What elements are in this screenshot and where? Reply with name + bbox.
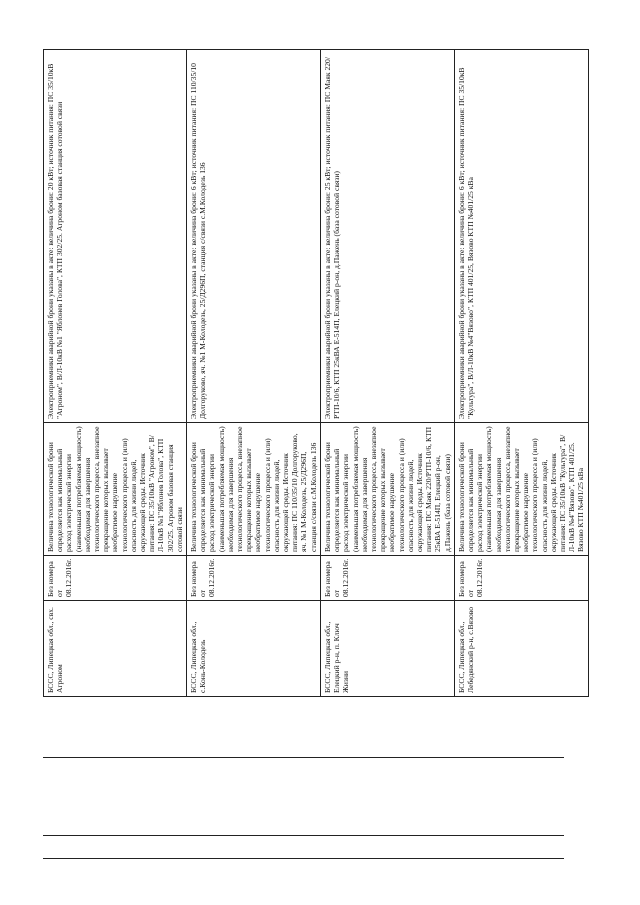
emergency-cell (320, 50, 454, 423)
location-text: БССС, Липецкая обл., Елецкий р-н, п. Ключ Жизни (322, 621, 351, 693)
rotated-document-page (43, 50, 586, 697)
document-text: Без номера от 08.12.2016г. (456, 558, 485, 597)
table-row (187, 50, 321, 697)
description-text: Величина технологической брони определяется как минимальный расход электрической энергии (наименьшая потребляемая мощность) необходимая для завершения технологического процесса, внезапное прекращение которых вызывает необратимое нарушение технологического процесса и (или) опасность для жизни людей, окружающей среды. Источник питания: ПС 35/10кВ "Агроном", В/Л-10кВ №1"Яблонев Голова", КТП 302/25. Агроном базовая станция сотовой связи (46, 426, 184, 552)
document-text: Без номера от 08.12.2016г. (322, 558, 351, 597)
emergency-text: Электроприемники аварийной брони указаны в акте: величина брони: 6 кВт; источник питания: ПС 35/10кВ "Культура", В/Л-10кВ №4"Вязово", КТП 401/25, Вязово КТП №401/25 кВа (456, 67, 475, 419)
description-cell (187, 423, 321, 556)
emergency-text: Электроприемники аварийной брони указаны в акте: величина брони: 25 кВт; источник питания: ПС Маяк 220/РТП-10/6, КТП 25кВА Е-514П, Елецкий р-он, д.Пажень (база сотовой связи) (322, 57, 342, 419)
location-cell (454, 601, 588, 697)
location-text: БССС, Липецкая обл., Лебедянский р-н, с.Вязово (456, 606, 475, 693)
document-text: Без номера от 08.12.2016г. (189, 558, 217, 597)
divider-line (43, 835, 564, 836)
divider-line (43, 858, 564, 859)
document-text: Без номера от 08.12.2016г. (46, 558, 74, 597)
location-cell (187, 601, 321, 697)
description-text: Величина технологической брони определяется как минимальный расход электрической энергии (наименьшая потребляемая мощность) необходимая для завершения технологического процесса, внезапное прекращение которых вызывает необратимое нарушение технологического процесса и (или) опасность для жизни людей, окружающей среды. Источник питания: ПС Маяк 220/РТП-10/6, КТП 25кВА Е-514П, Елецкий р-он, д.Пажень (база сотовой связи) (322, 426, 452, 552)
description-cell (454, 423, 588, 556)
document-cell (44, 556, 187, 601)
description-cell (44, 423, 187, 556)
location-cell (320, 601, 454, 697)
reservation-table (43, 49, 589, 697)
location-text: БССС, Липецкая обл., свх. Агроном (46, 607, 65, 693)
divider-line (43, 757, 564, 758)
emergency-cell (187, 50, 321, 423)
emergency-text: Электроприемники аварийной брони указаны в акте: величина брони: 6 кВт; источник питания: ПС 110/35/10 Долгоруково, яч. №1 М-Колодезь, 25/Д296П, станция с/связи с.М.Колодезь 136 (189, 63, 208, 419)
description-text: Величина технологической брони определяется как минимальный расход электрической энергии (наименьшая потребляемая мощность) необходимая для завершения технологического процесса, внезапное прекращение которых вызывает необратимое нарушение технологического процесса и (или) опасность для жизни людей, окружающей среды. Источник питания: ПС 35/10кВ "Культура", В/Л-10кВ №4"Вязово", КТП 401/25. Вязово КТП №401/25 кВа (456, 426, 586, 552)
description-cell (320, 423, 454, 556)
emergency-text: Электроприемники аварийной брони указаны в акте: величина брони: 20 кВт; источник питания: ПС 35/10кВ "Агроном", В/Л-10кВ №1 "Яблонев Голова", КТП 302/25. Агроном базовая станция сотовой связи (46, 63, 65, 419)
description-text: Величина технологической брони определяется как минимальный расход электрической энергии (наименьшая потребляемая мощность) необходимая для завершения технологического процесса, внезапное прекращение которых вызывает необратимое нарушение технологического процесса и (или) опасность для жизни людей, окружающей среды. Источник питания: ПС 110/35/10 Долгоруково, яч. №1 М-Колодезь, 25/Д296П, станция с/связи с.М.Колодезь 136 (189, 426, 318, 552)
table-row (44, 50, 187, 697)
table-row (454, 50, 588, 697)
emergency-cell (454, 50, 588, 423)
document-cell (320, 556, 454, 601)
document-cell (187, 556, 321, 601)
table-row (320, 50, 454, 697)
location-cell (44, 601, 187, 697)
document-cell (454, 556, 588, 601)
location-text: БССС, Липецкая обл., с.Конь-Колодезь (189, 621, 208, 693)
rotated-content (43, 50, 586, 697)
emergency-cell (44, 50, 187, 423)
